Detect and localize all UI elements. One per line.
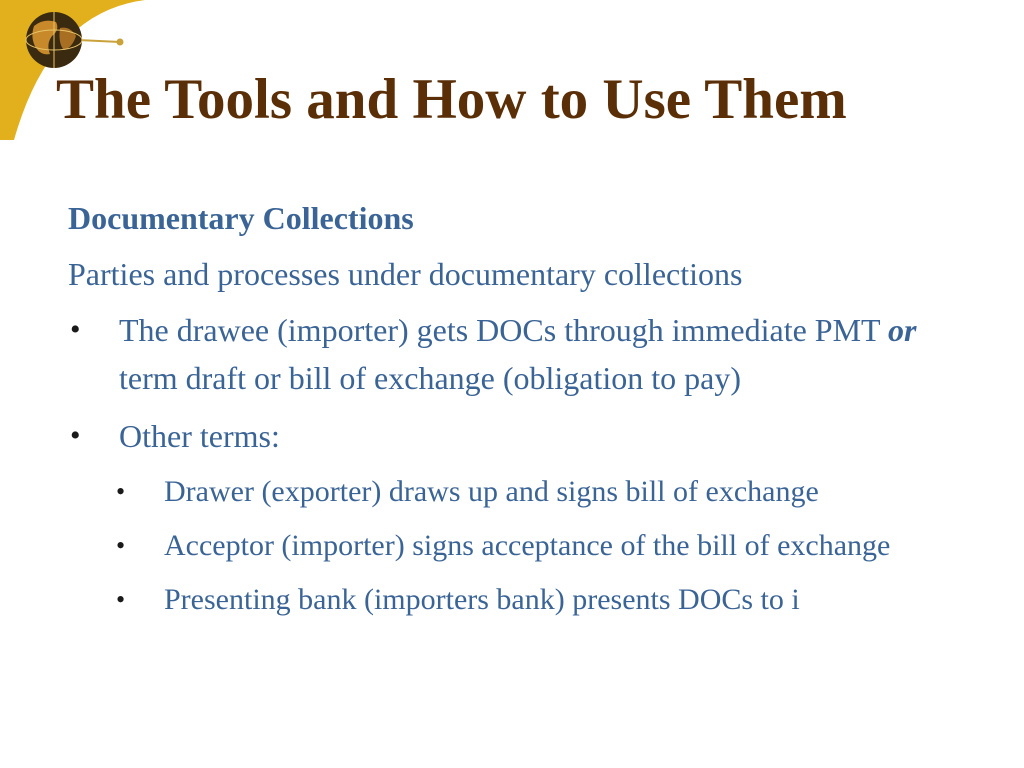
bullet-text-part2: term draft or bill of exchange (obligation to pay) — [119, 360, 742, 396]
bullet-item-other-terms — [68, 412, 968, 460]
bullet-item-drawee — [68, 306, 968, 402]
bullet-text: Other terms: — [119, 418, 280, 454]
sub-bullet-icon: • — [116, 531, 126, 560]
bullet-icon: • — [70, 419, 81, 452]
sub-bullet-icon: • — [116, 477, 126, 506]
slide-body — [68, 196, 968, 632]
sub-bullet-icon: • — [116, 585, 126, 614]
sub-bullet-item-drawer — [68, 470, 968, 514]
sub-bullet-item-acceptor — [68, 524, 968, 568]
bullet-text-part1: The drawee (importer) gets DOCs through immediate PMT — [119, 312, 889, 348]
globe-icon — [26, 12, 82, 68]
bullet-icon: • — [70, 313, 81, 346]
sub-bullet-text: Drawer (exporter) draws up and signs bill of exchange — [164, 475, 819, 508]
section-heading: Documentary Collections — [68, 200, 414, 236]
slide-title: The Tools and How to Use Them — [56, 68, 847, 131]
bullet-emphasis: or — [888, 312, 917, 348]
sub-bullet-text: Acceptor (importer) signs acceptance of the bill of exchange — [164, 529, 891, 562]
intro-text: Parties and processes under documentary collections — [68, 256, 743, 292]
sub-bullet-item-presenting-bank — [68, 578, 968, 622]
sub-bullet-text: Presenting bank (importers bank) presents DOCs to i — [164, 583, 800, 616]
